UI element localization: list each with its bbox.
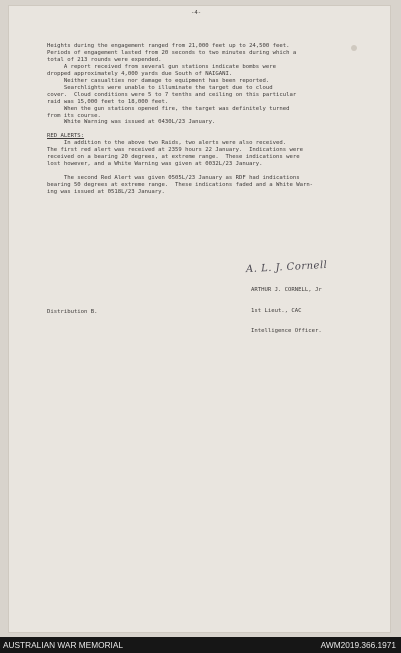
- footer-institution: AUSTRALIAN WAR MEMORIAL: [3, 640, 124, 650]
- body-line: Searchlights were unable to illuminate the target due to cloud: [47, 84, 273, 91]
- body-line: When the gun stations opened fire, the target was definitely turned: [47, 105, 290, 112]
- body-line: The second Red Alert was given 0505L/23 January as RDF had indications: [47, 175, 300, 182]
- body-line: bearing 50 degrees at extreme range. These indications faded and a White Warn-: [47, 182, 314, 188]
- body-line: total of 213 rounds were expended.: [47, 56, 162, 63]
- signature-block: [251, 273, 322, 349]
- distribution-note: Distribution B.: [47, 309, 98, 315]
- footer-accession-number: AWM2019.366.1971: [320, 640, 396, 650]
- signatory-name: ARTHUR J. CORNELL, Jr: [251, 286, 322, 293]
- body-line: In addition to the above two Raids, two alerts were also received.: [47, 140, 287, 147]
- body-line: from its course.: [47, 112, 101, 119]
- page-number: -4-: [191, 10, 202, 16]
- body-line: The first red alert was received at 2359 hours 22 January. Indications were: [47, 147, 303, 154]
- punch-hole: [351, 45, 357, 51]
- body-line: received on a bearing 20 degrees, at extreme range. These indications were: [47, 154, 300, 161]
- body-line: White Warning was issued at 0430L/23 January.: [47, 119, 216, 126]
- body-line: Heights during the engagement ranged from 21,000 feet up to 24,500 feet.: [47, 43, 290, 49]
- body-line: raid was 15,000 feet to 18,000 feet.: [47, 98, 169, 105]
- section-heading-red-alerts: RED ALERTS:: [47, 133, 85, 140]
- body-line: A report received from several gun stations indicate bombs were: [47, 63, 277, 70]
- body-line: cover. Cloud conditions were 5 to 7 tenths and ceiling on this particular: [47, 91, 297, 98]
- body-line: dropped approximately 4,000 yards due South of NAIGANI.: [47, 70, 233, 77]
- signatory-rank: 1st Lieut., CAC: [251, 307, 302, 314]
- signature: A. L. J. Cornell: [245, 259, 328, 276]
- body-line: ing was issued at 0518L/23 January.: [47, 188, 165, 195]
- body-line: Neither casualties nor damage to equipment has been reported.: [47, 77, 270, 84]
- body-line: Periods of engagement lasted from 20 seconds to two minutes during which a: [47, 49, 297, 56]
- footer-bar: [0, 637, 401, 653]
- signatory-title: Intelligence Officer.: [251, 328, 322, 335]
- body-line: lost however, and a White Warning was given at 0032L/23 January.: [47, 161, 263, 168]
